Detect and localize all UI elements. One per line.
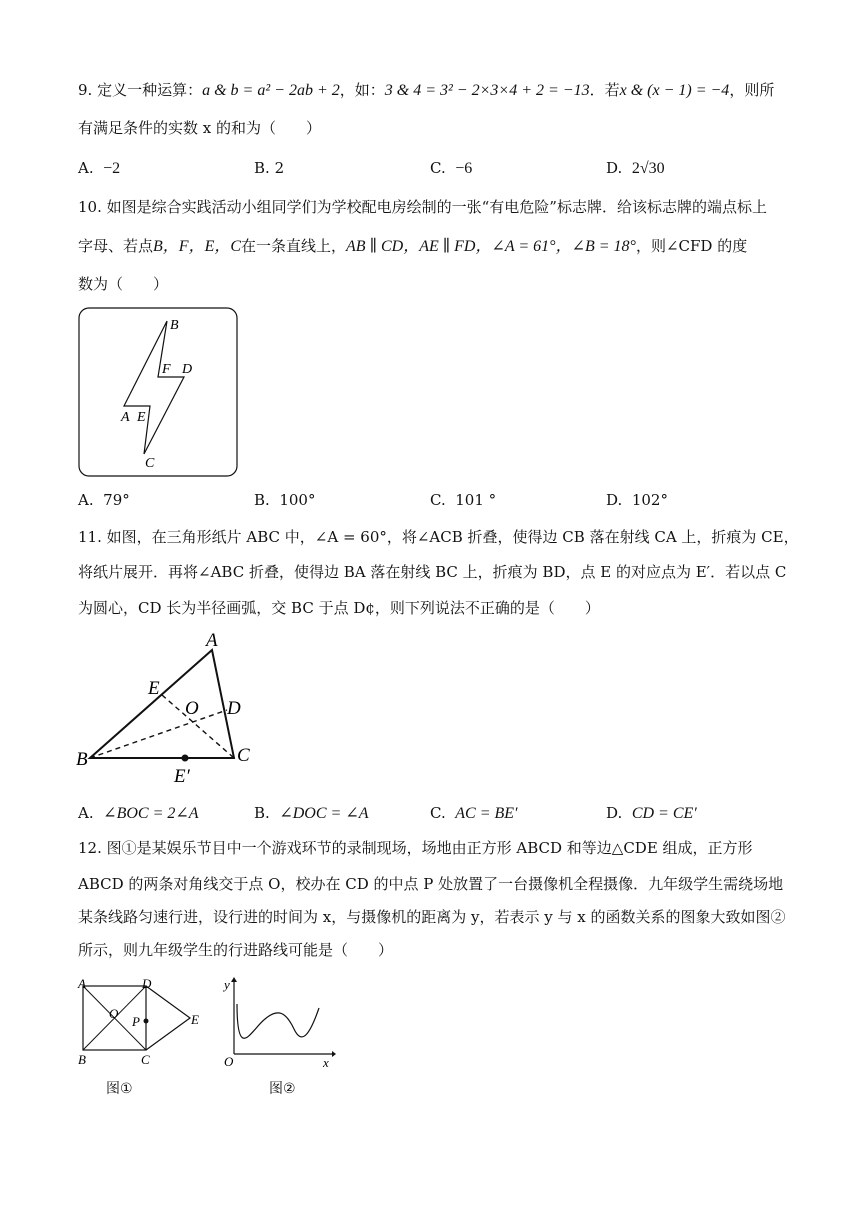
q12-line3: 某条线路匀速行进，设行进的时间为 x，与摄像机的距离为 y，若表示 y 与 x 的函数关系的图象大致如图② [78, 908, 786, 926]
triangle-cde [146, 986, 190, 1050]
q11-label-b: B [76, 749, 88, 770]
q9-text3: ．若 [589, 81, 620, 99]
point-e-prime [182, 755, 189, 762]
q11-option-d[interactable]: D. CD = CE′ [606, 804, 697, 822]
q10-line1: 10. 如图是综合实践活动小组同学们为学校配电房绘制的一张“有电危险”标志牌．给该标志牌的端点标上 [78, 198, 767, 216]
q9-line2: 有满足条件的实数 x 的和为（ ） [78, 119, 321, 137]
q9-text: 定义一种运算： [97, 81, 203, 99]
q11-line3: 为圆心，CD 长为半径画弧，交 BC 于点 D¢，则下列说法不正确的是（ ） [78, 599, 600, 617]
q9-option-b[interactable]: B. 2 [254, 159, 285, 177]
q11-label-e-prime: E′ [174, 766, 190, 787]
q10-figure [78, 307, 238, 477]
q11-figure [72, 624, 272, 790]
function-curve [237, 1004, 319, 1038]
fig1-label-a: A [78, 976, 86, 991]
q10-option-a[interactable]: A. 79° [78, 491, 130, 509]
fig2-label-o: O [224, 1054, 234, 1069]
q9-text2: ，如： [339, 81, 385, 99]
q11-line2: 将纸片展开．再将∠ABC 折叠，使得边 BA 落在射线 BC 上，折痕为 BD，点 E 的对应点为 E′．若以点 C [78, 563, 787, 581]
fig1-label-b: B [78, 1052, 86, 1067]
point-p [144, 1019, 149, 1024]
lightning-bolt-shape [124, 321, 184, 454]
q9-option-c[interactable]: C. −6 [430, 159, 473, 177]
caption-figure-1: 图① [106, 1081, 133, 1097]
q9-number: 9. [78, 81, 93, 99]
fold-line-bd [90, 710, 227, 758]
q10-label-a: A [121, 410, 130, 425]
q11-line1: 11. 如图，在三角形纸片 ABC 中，∠A = 60°，将∠ACB 折叠，使得边 CB 落在射线 CA 上，折痕为 CE， [78, 528, 799, 546]
q10-option-b[interactable]: B. 100° [254, 491, 316, 509]
q11-label-o: O [185, 698, 199, 719]
fig2-label-x: x [323, 1055, 329, 1070]
q9-condition: x & (x − 1) = −4 [619, 82, 730, 99]
q9-definition: a & b = a² − 2ab + 2 [202, 82, 340, 99]
q10-label-c: C [145, 456, 155, 471]
q9-example: 3 & 4 = 3² − 2×3×4 + 2 = −13 [384, 82, 590, 99]
q10-points: B，F，E，C [153, 238, 242, 255]
q12-figure-2 [220, 974, 338, 1070]
q10-option-c[interactable]: C. 101 ° [430, 491, 497, 509]
q10-label-f: F [162, 362, 171, 377]
q9-text4: ，则所 [729, 81, 775, 99]
q12-line1: 12. 图①是某娱乐节目中一个游戏环节的录制现场，场地由正方形 ABCD 和等边△CDE 组成，正方形 [78, 839, 753, 857]
q12-line4: 所示，则九年级学生的行进路线可能是（ ） [78, 941, 394, 959]
q12-line2: ABCD 的两条对角线交于点 O，校办在 CD 的中点 P 处放置了一台摄像机全程摄像．九年级学生需绕场地 [78, 875, 784, 893]
q9-option-a[interactable]: A. −2 [78, 159, 121, 177]
q9-line1 [78, 80, 774, 101]
q10-label-e: E [137, 410, 146, 425]
q10-parallel: AB ∥ CD，AE ∥ FD [346, 238, 476, 255]
q11-label-c: C [237, 745, 250, 766]
fig2-label-y: y [224, 977, 230, 992]
q10-line2: 字母、若点B，F，E，C在一条直线上，AB ∥ CD，AE ∥ FD，∠A = 61°，∠B = 18°，则∠CFD 的度 [78, 237, 748, 255]
fig1-label-d: D [142, 976, 152, 991]
fig1-label-e: E [191, 1012, 199, 1027]
q10-option-d[interactable]: D. 102° [606, 491, 668, 509]
fig1-label-c: C [141, 1052, 150, 1067]
fig1-label-o: O [109, 1006, 119, 1021]
q10-angle-a: ，∠A = 61° [475, 238, 556, 255]
q10-label-b: B [170, 318, 179, 333]
q12-figure-1 [72, 974, 212, 1070]
q11-option-b[interactable]: B. ∠DOC = ∠A [254, 804, 369, 822]
q11-option-c[interactable]: C. AC = BE′ [430, 804, 518, 822]
q10-line3: 数为（ ） [78, 275, 169, 293]
q10-label-d: D [182, 362, 193, 377]
q10-angle-b: ，∠B = 18° [555, 238, 636, 255]
triangle-abc [90, 650, 234, 758]
q9-option-d[interactable]: D. 2√30 [606, 159, 665, 177]
q11-label-a: A [206, 630, 218, 651]
q11-option-a[interactable]: A. ∠BOC = 2∠A [78, 804, 199, 822]
caption-figure-2: 图② [269, 1081, 296, 1097]
q11-label-d: D [227, 698, 241, 719]
fig1-label-p: P [132, 1014, 140, 1029]
q11-label-e: E [148, 678, 160, 699]
